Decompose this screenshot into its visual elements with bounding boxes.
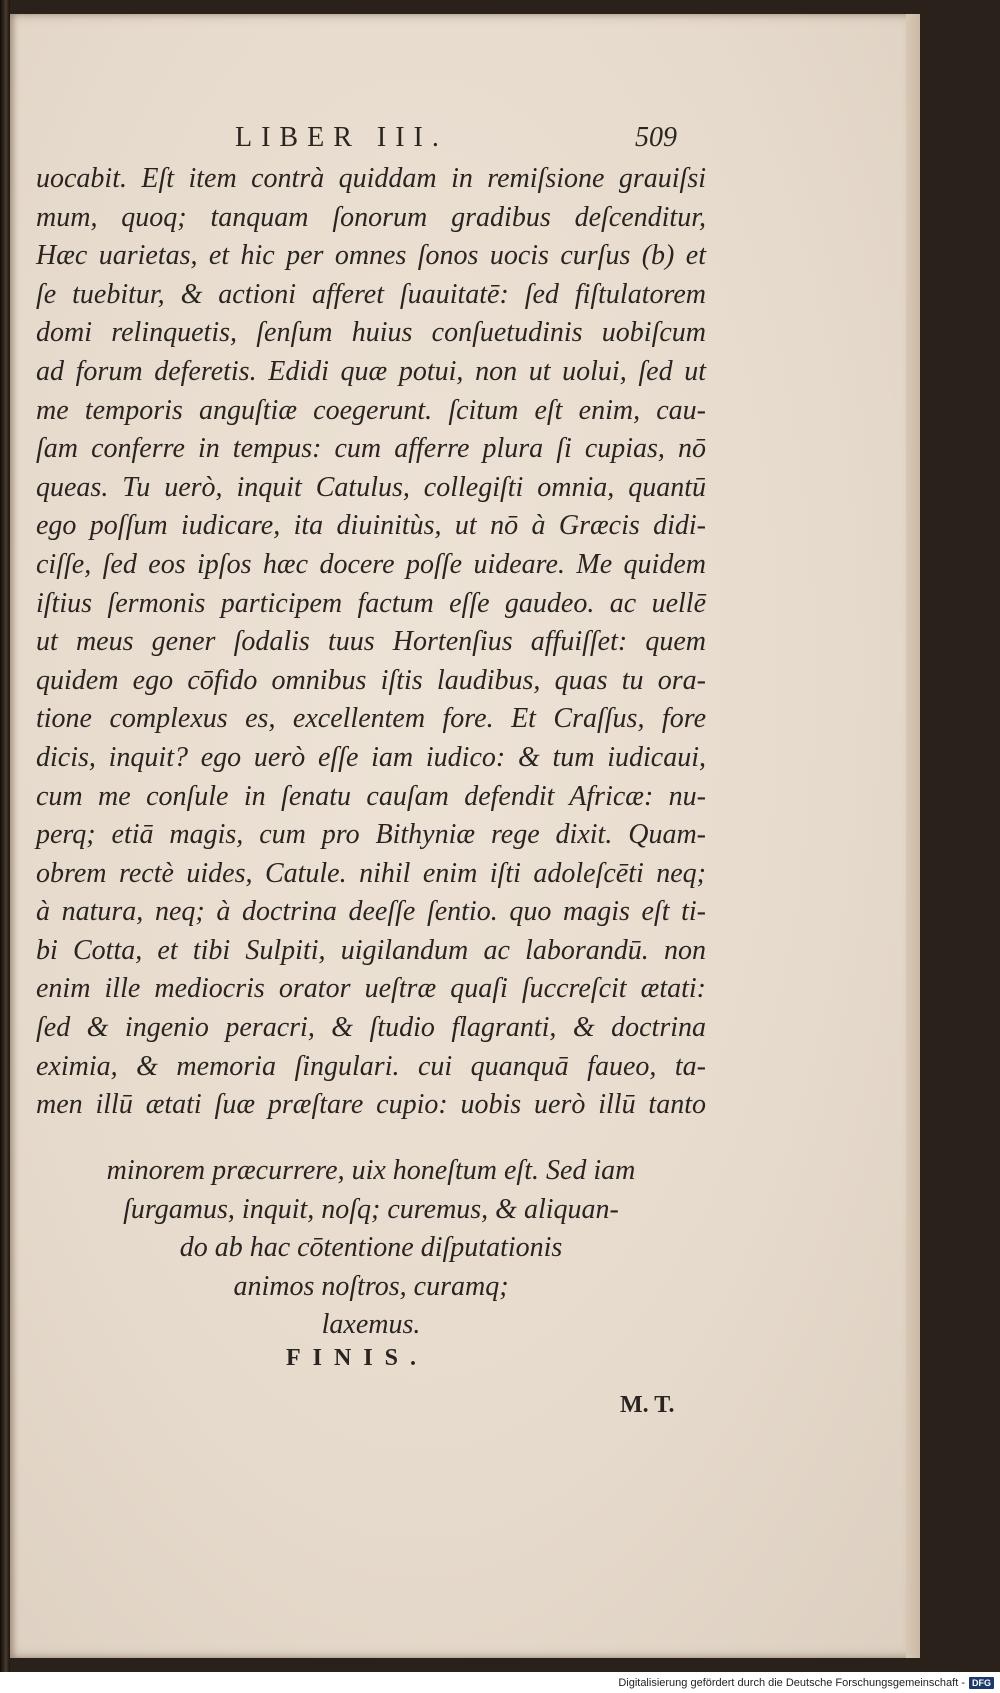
catchword: M. T. (620, 1392, 675, 1418)
finis-mark: FINIS. (286, 1345, 429, 1371)
text-line: quidem ego cōfido omnibus iſtis laudibus, quas tu ora- (36, 664, 706, 696)
text-line: ciſſe, ſed eos ipſos hæc docere poſſe uideare. Me quidem (36, 548, 706, 580)
text-line: domi relinquetis, ſenſum huius conſuetudinis uobiſcum (36, 317, 706, 349)
page-number: 509 (635, 122, 677, 153)
text-line: ſe tuebitur, & actioni afferet ſuauitatē: ſed fiſtulatorem (36, 278, 706, 310)
text-line: dicis, inquit? ego uerò eſſe iam iudico: & tum iudicaui, (36, 741, 706, 773)
text-line: ſam conferre in tempus: cum afferre plura ſi cupias, nō (36, 433, 706, 465)
text-line: iſtius ſermonis participem factum eſſe gaudeo. ac uellē (36, 587, 706, 619)
taper-line: minorem præcurrere, uix honeſtum eſt. Sed iam (106, 1155, 636, 1186)
text-line: uocabit. Eſt item contrà quiddam in remiſsione grauiſsi (36, 163, 706, 194)
closing-taper-block (36, 1152, 706, 1345)
text-line: Hæc uarietas, et hic per omnes ſonos uocis curſus (b) et (36, 240, 706, 272)
text-line: enim ille mediocris orator ueſtræ quaſi ſuccreſcit ætati: (36, 973, 706, 1005)
text-line: cum me conſule in ſenatu cauſam defendit Africæ: nu- (36, 780, 706, 812)
text-line: tione complexus es, excellentem fore. Et Craſſus, fore (36, 703, 706, 735)
taper-line: ſurgamus, inquit, noſq; curemus, & aliquan- (123, 1193, 619, 1225)
text-line: ego poſſum iudicare, ita diuinitùs, ut nō à Græcis didi- (36, 510, 706, 542)
digitization-credit (618, 1677, 994, 1689)
text-line: ut meus gener ſodalis tuus Hortenſius affuiſſet: quem (36, 626, 706, 658)
taper-line: do ab hac cōtentione diſputationis (179, 1232, 563, 1264)
book-spine-edge (0, 0, 10, 1672)
text-line: me temporis anguſtiæ coegerunt. ſcitum eſt enim, cau- (36, 394, 706, 426)
main-text-block (36, 160, 706, 1125)
text-line: queas. Tu uerò, inquit Catulus, collegiſti omnia, quantū (36, 471, 706, 503)
credit-text: Digitalisierung gefördert durch die Deutsche Forschungsgemeinschaft - (618, 1677, 965, 1689)
text-line: eximia, & memoria ſingulari. cui quanquā faueo, ta- (36, 1050, 706, 1082)
text-line: ſed & ingenio peracri, & ſtudio flagranti, & doctrina (36, 1012, 706, 1044)
text-line: ad forum deferetis. Edidi quæ potui, non ut uolui, ſed ut (36, 355, 706, 387)
text-line: obrem rectè uides, Catule. nihil enim iſti adoleſcēti neq; (36, 857, 706, 889)
taper-line: animos noſtros, curamq; (233, 1270, 509, 1302)
text-line: à natura, neq; à doctrina deeſſe ſentio. quo magis eſt ti- (36, 896, 706, 928)
dfg-logo: DFG (969, 1677, 994, 1689)
running-head: LIBER III. (235, 122, 448, 153)
text-line: mum, quoq; tanquam ſonorum gradibus deſcenditur, (36, 201, 706, 233)
text-line: men illū ætati ſuæ præſtare cupio: uobis uerò illū tanto (36, 1089, 706, 1121)
text-line: bi Cotta, et tibi Sulpiti, uigilandum ac laborandū. non (36, 934, 706, 966)
taper-line: laxemus. (321, 1309, 421, 1341)
page-fore-edge (906, 14, 920, 1658)
text-line: perq; etiā magis, cum pro Bithyniæ rege dixit. Quam- (36, 819, 706, 851)
